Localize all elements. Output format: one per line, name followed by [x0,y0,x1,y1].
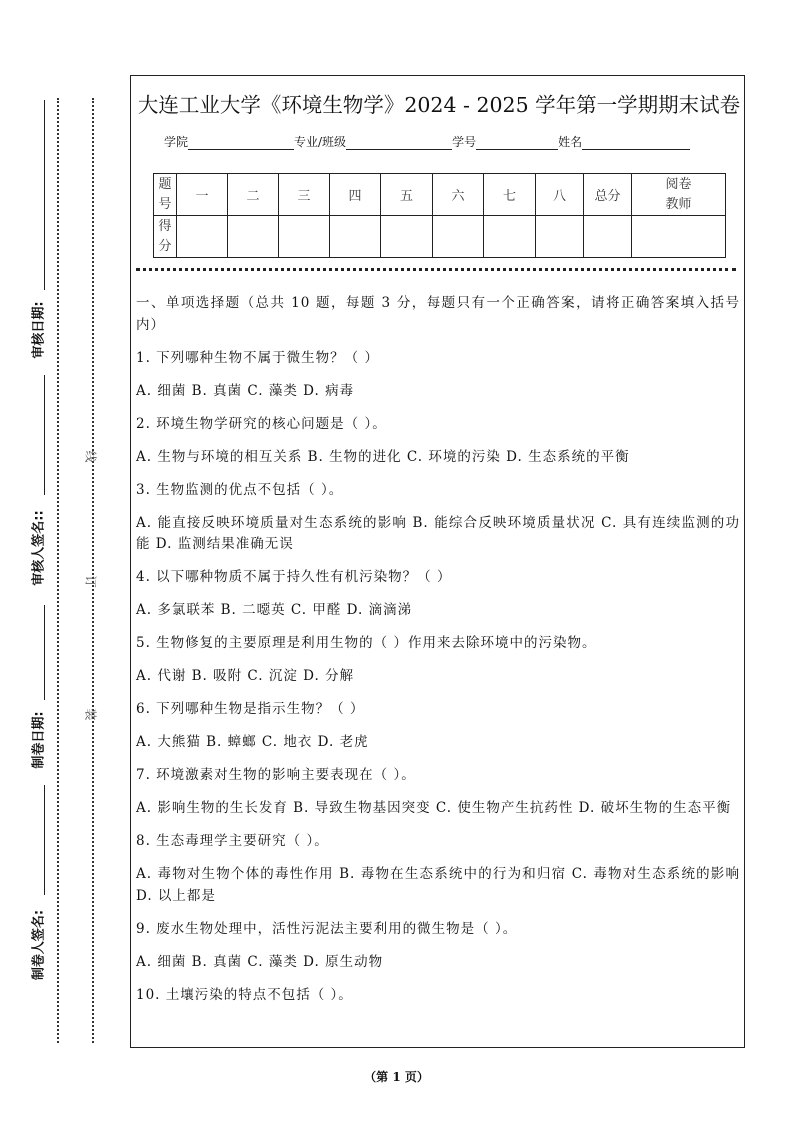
question: 7. 环境激素对生物的影响主要表现在（ ）。 [136,767,416,783]
column-header: 四 [330,174,381,216]
paper-date-label: 制卷日期: [31,711,47,769]
score-cell[interactable] [381,216,433,258]
signature-line [44,605,45,700]
score-table [153,173,726,258]
exam-frame [130,75,745,1048]
paper-maker-signature-label: 制卷人签名: [31,909,47,981]
question: 6. 下列哪种生物是指示生物？（ ） [136,701,365,717]
student-id-field[interactable] [476,137,558,150]
binding-char: 线 [83,450,98,463]
score-cell[interactable] [433,216,484,258]
options: A. 细菌 B. 真菌 C. 藻类 D. 原生动物 [136,953,384,970]
binding-dotted-line-inner [92,98,94,1043]
page-number: （第 1 页） [364,1070,429,1084]
name-label: 姓名 [558,135,583,149]
score-cell[interactable] [632,216,726,258]
score-cell[interactable] [536,216,584,258]
column-header: 八 [536,174,584,216]
question: 10. 土壤污染的特点不包括（ ）。 [136,986,353,1003]
question-section [136,293,740,1018]
binding-char: 装 [83,708,98,721]
options: A. 代谢 B. 吸附 C. 沉淀 D. 分解 [136,668,355,684]
question-no-header: 题号 [154,174,177,216]
column-header: 总分 [584,174,632,216]
question: 3. 生物监测的优点不包括（ ）。 [136,481,344,498]
score-cell[interactable] [584,216,632,258]
reviewer-signature-label: 审核人签名:: [31,510,47,586]
score-cell[interactable] [484,216,536,258]
options: A. 能直接反映环境质量对生态系统的影响 B. 能综合反映环境质量状况 C. 具有连续监测的功能 D. 监测结果准确无误 [136,514,740,552]
question: 2. 环境生物学研究的核心问题是（ ）。 [136,415,387,432]
score-cell[interactable] [177,216,228,258]
score-table-header-row [154,174,726,216]
options: A. 生物与环境的相互关系 B. 生物的进化 C. 环境的污染 D. 生态系统的平衡 [136,448,630,465]
options: A. 细菌 B. 真菌 C. 藻类 D. 病毒 [136,382,355,399]
column-header: 六 [433,174,484,216]
question: 5. 生物修复的主要原理是利用生物的（ ）作用来去除环境中的污染物。 [136,635,597,651]
signature-line [44,100,45,290]
major-class-field[interactable] [346,137,452,150]
column-header: 一 [177,174,228,216]
column-header: 三 [279,174,330,216]
question: 4. 以下哪种物质不属于持久性有机污染物？（ ） [136,569,452,585]
options: A. 毒物对生物个体的毒性作用 B. 毒物在生态系统中的行为和归宿 C. 毒物对生态系统的影响 D. 以上都是 [136,866,740,904]
college-label: 学院 [164,135,189,149]
score-cell[interactable] [330,216,381,258]
binding-dotted-line-outer [57,98,59,1043]
options: A. 大熊猫 B. 蟑螂 C. 地衣 D. 老虎 [136,734,369,750]
signature-line [44,785,45,895]
student-info-row [164,133,690,150]
options: A. 影响生物的生长发育 B. 导致生物基因突变 C. 使生物产生抗药性 D. 破坏生物的生态平衡 [136,800,732,816]
review-date-label: 审核日期: [31,301,47,359]
major-class-label: 专业/班级 [294,135,347,149]
student-id-label: 学号 [452,135,477,149]
signature-line [44,375,45,495]
column-header: 阅卷教师 [632,174,726,216]
binding-char: 订 [83,575,98,588]
exam-title: 大连工业大学《环境生物学》2024 - 2025 学年第一学期期末试卷 [137,93,741,117]
college-field[interactable] [188,137,294,150]
column-header: 七 [484,174,536,216]
column-header: 五 [381,174,433,216]
score-cell[interactable] [279,216,330,258]
question: 9. 废水生物处理中，活性污泥法主要利用的微生物是（ ）。 [136,920,518,937]
section-heading: 一、单项选择题（总共 10 题，每题 3 分，每题只有一个正确答案，请将正确答案填入括号内） [136,295,740,333]
name-field[interactable] [582,137,690,150]
score-cell[interactable] [228,216,279,258]
dotted-separator [136,268,736,271]
question: 1. 下列哪种生物不属于微生物？（ ） [136,349,379,366]
score-row-label: 得分 [154,216,177,258]
question: 8. 生态毒理学主要研究（ ）。 [136,833,329,849]
options: A. 多氯联苯 B. 二噁英 C. 甲醛 D. 滴滴涕 [136,602,413,618]
column-header: 二 [228,174,279,216]
score-row [154,216,726,258]
